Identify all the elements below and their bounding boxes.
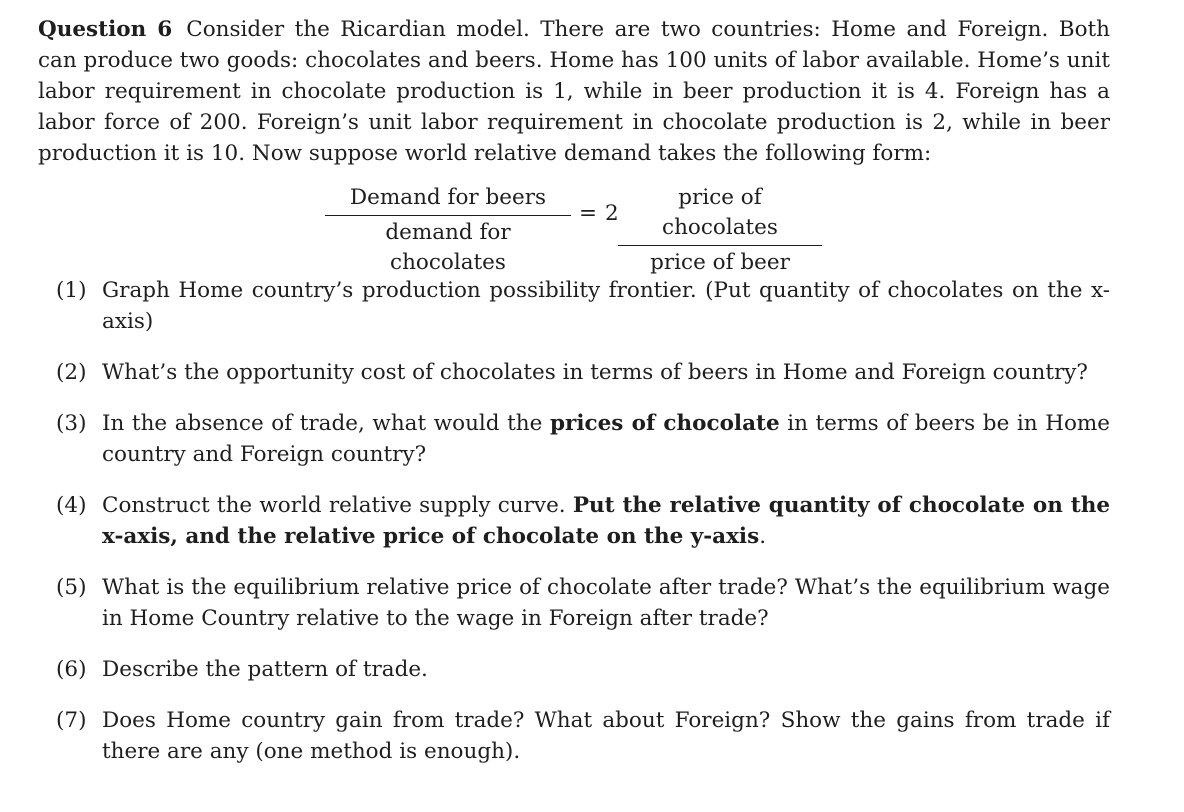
sub-question-5 <box>38 572 1110 634</box>
left-numerator: Demand for beers <box>349 185 547 210</box>
item-text <box>102 490 1110 552</box>
item-number: (5) <box>56 575 87 600</box>
sub-question-1 <box>38 275 1110 337</box>
item-text-pre: In the absence of trade, what would the <box>102 411 550 436</box>
item-text <box>102 408 1110 470</box>
item-number: (2) <box>56 360 87 385</box>
sub-question-3 <box>38 408 1110 470</box>
left-fraction <box>325 183 571 278</box>
question-label: Question 6 <box>38 17 173 42</box>
item-text-bold: prices of chocolate <box>549 411 780 436</box>
item-number: (6) <box>56 657 87 682</box>
sub-question-2 <box>38 357 1110 388</box>
relative-demand-equation <box>38 183 1110 275</box>
item-text-bold: Put the relative quantity of chocolate on the x-axis, and the relative price of chocolate on the y-axis <box>102 493 1110 549</box>
question-intro-paragraph <box>38 14 1110 169</box>
sub-question-4 <box>38 490 1110 552</box>
right-fraction <box>618 183 822 278</box>
item-text: Does Home country gain from trade? What about Foreign? Show the gains from trade if there are any (one method is enough). <box>102 708 1110 764</box>
item-number: (7) <box>56 708 87 733</box>
item-text-post: . <box>759 524 767 549</box>
item-text: What is the equilibrium relative price of chocolate after trade? What’s the equilibrium wage in Home Country relative to the wage in Foreign after trade? <box>102 575 1110 631</box>
sub-question-6 <box>38 654 1110 685</box>
item-text: What’s the opportunity cost of chocolates in terms of beers in Home and Foreign country? <box>102 360 1088 385</box>
left-denominator: demand for chocolates <box>385 220 511 275</box>
item-text: Describe the pattern of trade. <box>102 657 428 682</box>
right-numerator: price of chocolates <box>662 185 778 240</box>
question-document <box>38 14 1110 787</box>
equals-sign: = <box>579 201 598 226</box>
sub-question-list <box>38 275 1110 767</box>
sub-question-7 <box>38 705 1110 767</box>
coefficient: 2 <box>605 201 619 226</box>
item-number: (3) <box>56 411 87 436</box>
item-text: Graph Home country’s production possibility frontier. (Put quantity of chocolates on the x-axis) <box>102 278 1110 334</box>
item-number: (4) <box>56 493 87 518</box>
right-denominator: price of beer <box>650 250 790 275</box>
item-text-pre: Construct the world relative supply curve. <box>102 493 573 518</box>
item-text-post: in terms of beers be in Home country and Foreign country? <box>102 411 1111 467</box>
question-intro-text: Consider the Ricardian model. There are two countries: Home and Foreign. Both can produce two goods: chocolates and beers. Home has 100 units of labor available. Home’s unit labor requirement in chocolate production is 1, while in beer production it is 4. Foreign has a labor force of 200. Foreign’s unit labor requirement in chocolate production is 2, while in beer production it is 10. Now suppose world relative demand takes the following form: <box>38 17 1110 166</box>
item-number: (1) <box>56 278 87 303</box>
